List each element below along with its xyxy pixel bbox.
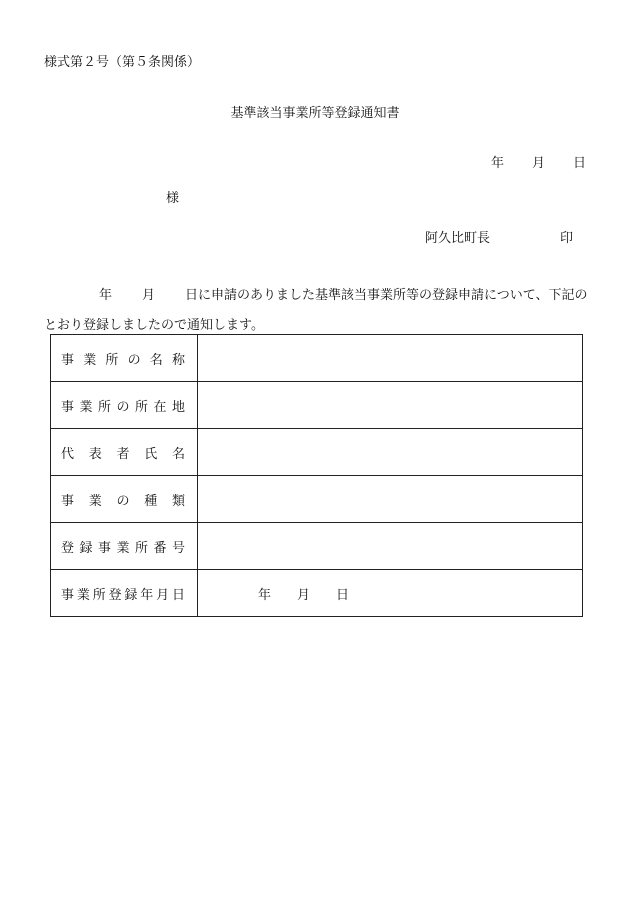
body-month: 月 <box>142 288 156 303</box>
row-label-registration-number: 登録事業所番号 <box>61 540 185 556</box>
registration-date-year: 年 <box>258 587 272 603</box>
table-row <box>51 570 583 617</box>
form-number: 様式第２号（第５条関係） <box>44 55 201 70</box>
row-label-business-type: 事業の種類 <box>61 493 185 509</box>
row-label-representative: 代表者氏名 <box>61 446 185 462</box>
row-value-registration-date <box>198 570 583 617</box>
recipient-honorific: 様 <box>166 191 180 206</box>
row-value-registration-number <box>198 523 583 570</box>
issue-date <box>491 156 586 172</box>
sender <box>425 231 573 247</box>
row-value-representative <box>198 429 583 476</box>
seal-mark: 印 <box>560 231 574 246</box>
document-title: 基準該当事業所等登録通知書 <box>230 106 400 121</box>
table-row <box>51 429 583 476</box>
body-year: 年 <box>99 288 113 303</box>
row-label-facility-name: 事業所の名称 <box>61 352 185 368</box>
body-text: 日に申請のありました基準該当事業所等の登録申請について、下記のとおり登録しましたので通知します。 <box>44 288 588 333</box>
issue-date-year: 年 <box>490 156 504 171</box>
table-row <box>51 476 583 523</box>
table-row <box>51 523 583 570</box>
notice-body <box>44 281 589 341</box>
sender-name: 阿久比町長 <box>425 231 491 246</box>
registration-table <box>50 334 583 617</box>
row-value-facility-name <box>198 335 583 382</box>
row-label-registration-date: 事業所登録年月日 <box>61 587 185 603</box>
issue-date-day: 日 <box>572 156 586 171</box>
registration-date-month: 月 <box>297 587 311 603</box>
row-value-facility-address <box>198 382 583 429</box>
row-label-facility-address: 事業所の所在地 <box>61 399 185 415</box>
row-value-business-type <box>198 476 583 523</box>
table-row <box>51 335 583 382</box>
table-row <box>51 382 583 429</box>
registration-date-day: 日 <box>336 587 350 603</box>
issue-date-month: 月 <box>531 156 545 171</box>
